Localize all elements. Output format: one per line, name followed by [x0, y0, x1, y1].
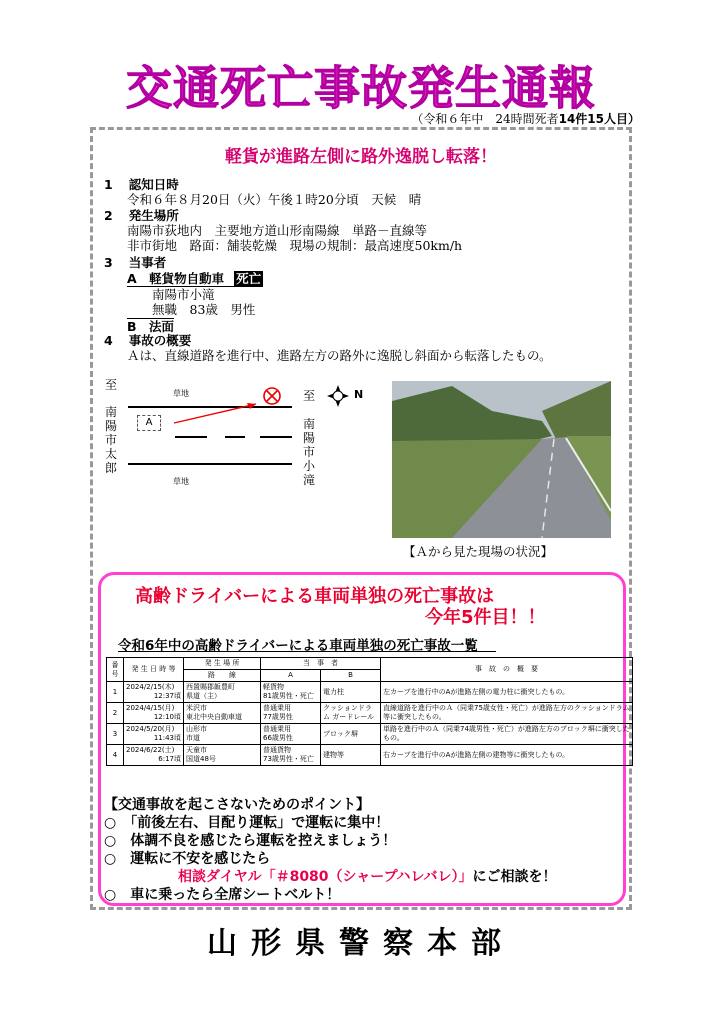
party-a-profile: 無職 83歳 男性 [152, 302, 256, 317]
compass-icon [327, 385, 349, 407]
diagram-right-place: 南陽市小滝 [302, 417, 315, 487]
dead-badge: 死亡 [236, 271, 262, 286]
table-row: 4 2024/6/22(土) 6:17頃 天童市 国道48号 普通貨物 73歳男性・死亡 建物等 右カーブを進行中のAが進路左側の建物等に衝突したもの。 [107, 745, 633, 766]
point-3: ○ 運転に不安を感じたら [104, 851, 271, 867]
accident-summary: Ａは、直線道路を進行中、進路左方の路外に逸脱し斜面から転落したもの。 [127, 348, 552, 363]
section-3-head: 3 当事者 [104, 255, 167, 270]
photo-caption: 【Ａから見た現場の状況】 [403, 544, 554, 559]
year-note: （令和６年中 24時間死者14件15人目） [411, 112, 640, 126]
party-b: B 法面 [127, 319, 175, 334]
scene-photo [392, 381, 611, 538]
table-row: 2 2024/4/15(月) 12:10頃 米沢市 東北中央自動車道 普通乗用 77歳男性 クッションドラム ガードレール 直線道路を進行中のＡ（同乗75歳女性・死亡）が進路左方のクッションドラム等に衝突したもの。 [107, 703, 633, 724]
points-title: 【交通事故を起こさないためのポイント】 [104, 797, 370, 813]
section-2-head: 2 発生場所 [104, 208, 179, 223]
section-1-head: 1 認知日時 [104, 177, 179, 192]
point-1: ○ 「前後左右、目配り運転」で運転に集中！ [104, 815, 390, 831]
north-label: N [354, 388, 364, 401]
footer-police: 山形県警察本部 [207, 926, 515, 961]
diagram-right-to: 至 [302, 389, 315, 403]
elderly-headline-1: 高齢ドライバーによる車両単独の死亡事故は [135, 586, 495, 607]
party-a-address: 南陽市小滝 [152, 287, 215, 302]
point-2: ○ 体調不良を感じたら運転を控えましょう！ [104, 833, 397, 849]
diagram-top-label: 草地 [173, 389, 189, 398]
table-row: 3 2024/5/20(月) 11:43頃 山形市 市道 普通乗用 66歳男性 ブロック塀 単路を進行中のＡ（同乗74歳男性・死亡）が進路左方のブロック塀に衝突したもの。 [107, 724, 633, 745]
party-a: A 軽貨物自動車 死亡 [127, 271, 262, 286]
accident-diagram [120, 380, 390, 490]
death-count: 14件15人目） [558, 112, 640, 126]
accident-table: 番号 発 生 日 時 等 発 生 場 所 当 事 者 事 故 の 概 要 路 線 A B 1 2024/2/15(木) 12:37頃 西置賜郡飯豊町 県道（主） 軽貨物 81歳男性・死亡 電力柱 左カーブを進行中のAが進路左側の電力柱に衝突したもの。 2 2024/4/15(月) 12:10頃 米沢市 東北中央自動車道 普通乗用 77歳男性 クッションドラム ガードレール 直線道路を進行中のＡ（同乗75歳女性・死亡）が進路左方のクッションドラム等に衝突したもの。 3 2024/5/20(月) 11:43頃 山形市 市道 普通乗用 66歳男性 ブロック塀 単路を進行中のＡ（同乗74歳男性・死亡）が進路左方のブロック塀に衝突したもの。 4 2024/6/22(土) 6:17頃 天童市 国道48号 普通貨物 73歳男性・死亡 建物等 右カーブを進行中のAが進路左側の建物等に衝突したもの。 [106, 657, 633, 766]
headline: 軽貨が進路左側に路外逸脱し転落！ [225, 147, 497, 167]
section-4-head: 4 事故の概要 [104, 333, 192, 348]
point-4: ○ 車に乗ったら全席シートベルト！ [104, 887, 341, 903]
elderly-headline-2: 今年5件目！！ [425, 607, 546, 628]
list-title: 令和6年中の高齢ドライバーによる車両単独の死亡事故一覧 [118, 638, 478, 654]
point-3-dial: 相談ダイヤル「＃8080（シャープハレバレ）」にご相談を！ [178, 869, 557, 885]
vehicle-a-marker: A [137, 415, 161, 431]
report-datetime: 令和６年８月20日（火）午後１時20分頃 天候 晴 [127, 192, 422, 207]
page-title: 交通死亡事故発生通報 [126, 61, 596, 115]
location-line2: 非市街地 路面：舗装乾燥 現場の規制：最高速度50km/h [127, 238, 463, 253]
diagram-left-place: 南陽市太郎 [104, 405, 117, 475]
diagram-bottom-label: 草地 [173, 477, 189, 486]
table-row: 1 2024/2/15(木) 12:37頃 西置賜郡飯豊町 県道（主） 軽貨物 81歳男性・死亡 電力柱 左カーブを進行中のAが進路左側の電力柱に衝突したもの。 [107, 682, 633, 703]
location-line1: 南陽市荻地内 主要地方道山形南陽線 単路－直線等 [127, 223, 428, 238]
diagram-left-to: 至 [104, 378, 117, 392]
title-underline [118, 651, 496, 652]
